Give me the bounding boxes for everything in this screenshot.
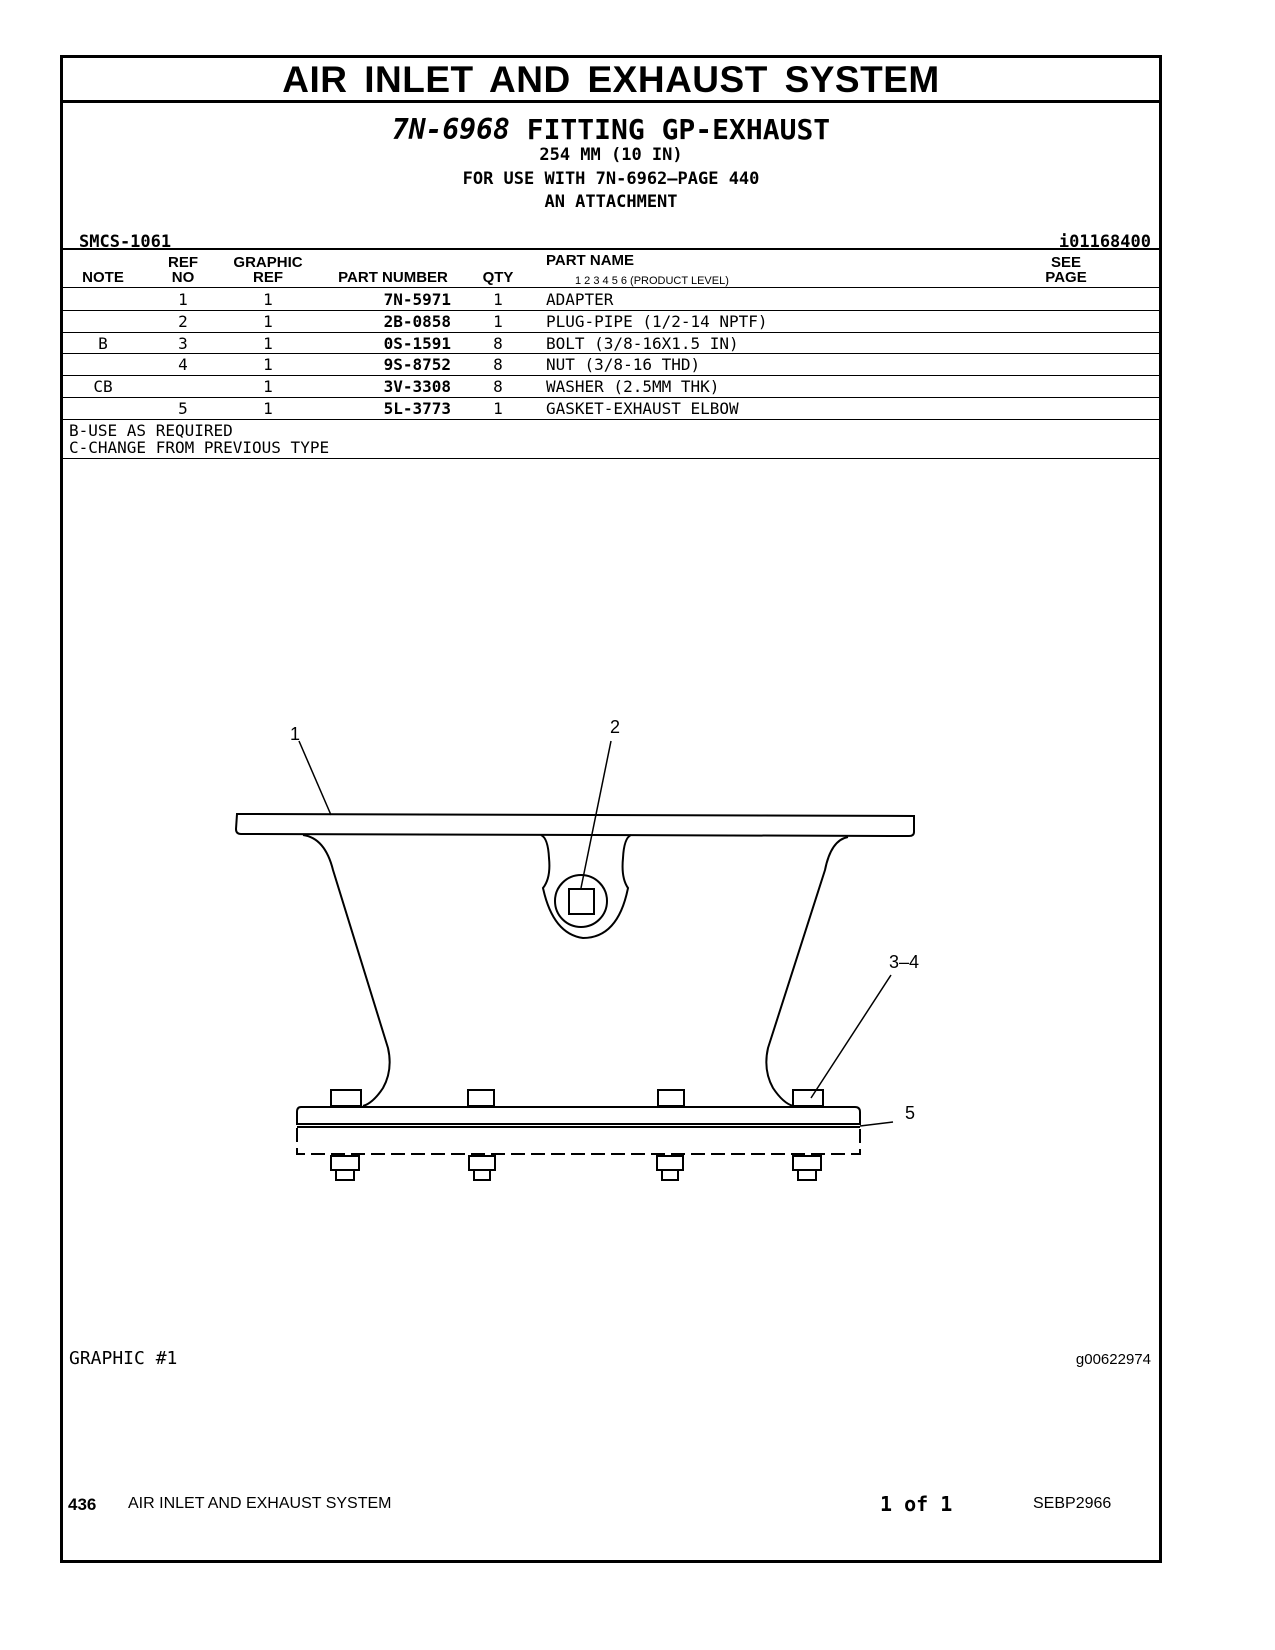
part-heading-desc: FITTING GP-EXHAUST xyxy=(526,113,831,146)
row-part-name: WASHER (2.5MM THK) xyxy=(546,377,720,396)
row-graphic-ref: 1 xyxy=(263,290,273,309)
nuts-lower xyxy=(331,1156,821,1180)
row-graphic-ref: 1 xyxy=(263,377,273,396)
row-part-name: GASKET-EXHAUST ELBOW xyxy=(546,399,739,418)
leader-1 xyxy=(299,741,331,815)
info-id: i01168400 xyxy=(1058,232,1151,252)
heading-usage: FOR USE WITH 7N-6962—PAGE 440 xyxy=(462,169,760,189)
product-levels: 1 2 3 4 5 6 (PRODUCT LEVEL) xyxy=(575,275,729,287)
row-graphic-ref: 1 xyxy=(263,355,273,374)
col-ref-no-line2: NO xyxy=(171,269,195,286)
row-graphic-ref: 1 xyxy=(263,334,273,353)
footer-page-of: 1 of 1 xyxy=(880,1492,953,1516)
row-part-number: 5L-3773 xyxy=(383,399,451,418)
row-qty: 1 xyxy=(493,399,503,418)
row-part-name: PLUG-PIPE (1/2-14 NPTF) xyxy=(546,312,768,331)
adapter-bottom-flange xyxy=(297,1107,860,1124)
row-ref-no: 4 xyxy=(178,355,188,374)
part-heading-number: 7N-6968 xyxy=(391,113,510,146)
row-part-number: 7N-5971 xyxy=(383,290,451,309)
note-c: C-CHANGE FROM PREVIOUS TYPE xyxy=(69,438,330,457)
col-graphic-ref-line1: GRAPHIC xyxy=(233,254,303,271)
row-ref-no: 5 xyxy=(178,399,188,418)
footer-page-number: 436 xyxy=(68,1495,97,1514)
row-qty: 8 xyxy=(493,355,503,374)
mating-flange-outline xyxy=(297,1128,860,1154)
row-part-number: 2B-0858 xyxy=(383,312,451,331)
col-part-name: PART NAME xyxy=(546,252,635,269)
page-frame xyxy=(60,55,1162,1563)
callout-2: 2 xyxy=(610,717,621,737)
leader-34 xyxy=(811,975,891,1098)
col-qty: QTY xyxy=(482,269,514,286)
row-part-name: BOLT (3/8-16X1.5 IN) xyxy=(546,334,739,353)
row-ref-no: 3 xyxy=(178,334,188,353)
row-graphic-ref: 1 xyxy=(263,312,273,331)
adapter-right-wall xyxy=(766,837,848,1106)
plug-square-drive xyxy=(569,889,594,914)
footer-section: AIR INLET AND EXHAUST SYSTEM xyxy=(128,1495,392,1512)
smcs-code: SMCS-1061 xyxy=(79,232,172,252)
callout-5: 5 xyxy=(905,1103,916,1123)
bolt-heads-upper xyxy=(331,1090,823,1106)
adapter-left-wall xyxy=(303,835,390,1106)
note-b: B-USE AS REQUIRED xyxy=(69,421,233,440)
col-ref-no-line1: REF xyxy=(168,254,198,271)
heading-type: AN ATTACHMENT xyxy=(544,192,678,212)
footer-doc-id: SEBP2966 xyxy=(1033,1495,1112,1512)
page-title: AIR INLET AND EXHAUST SYSTEM xyxy=(63,58,1159,103)
row-ref-no: 2 xyxy=(178,312,188,331)
col-see-page-line1: SEE xyxy=(1050,254,1081,271)
row-qty: 8 xyxy=(493,377,503,396)
col-see-page-line2: PAGE xyxy=(1045,269,1087,286)
graphic-label: GRAPHIC #1 xyxy=(69,1348,178,1369)
row-qty: 1 xyxy=(493,290,503,309)
row-part-number: 0S-1591 xyxy=(383,334,451,353)
col-graphic-ref-line2: REF xyxy=(253,269,283,286)
col-part-number: PART NUMBER xyxy=(338,269,448,286)
leader-5 xyxy=(860,1122,893,1126)
row-graphic-ref: 1 xyxy=(263,399,273,418)
row-qty: 8 xyxy=(493,334,503,353)
plug-boss xyxy=(541,835,631,938)
row-note: CB xyxy=(93,377,113,396)
row-note: B xyxy=(98,334,108,353)
graphic-id: g00622974 xyxy=(1075,1351,1151,1368)
row-part-number: 9S-8752 xyxy=(383,355,451,374)
row-qty: 1 xyxy=(493,312,503,331)
row-ref-no: 1 xyxy=(178,290,188,309)
heading-size: 254 MM (10 IN) xyxy=(539,145,683,165)
row-part-name: NUT (3/8-16 THD) xyxy=(546,355,701,374)
row-part-number: 3V-3308 xyxy=(383,377,451,396)
callout-3-4: 3–4 xyxy=(889,952,920,972)
plug-pipe-icon xyxy=(555,875,607,927)
row-part-name: ADAPTER xyxy=(546,290,614,309)
col-note: NOTE xyxy=(82,269,124,286)
parts-drawing xyxy=(63,58,1159,1560)
callout-1: 1 xyxy=(290,724,301,744)
adapter-top-flange xyxy=(236,814,914,836)
